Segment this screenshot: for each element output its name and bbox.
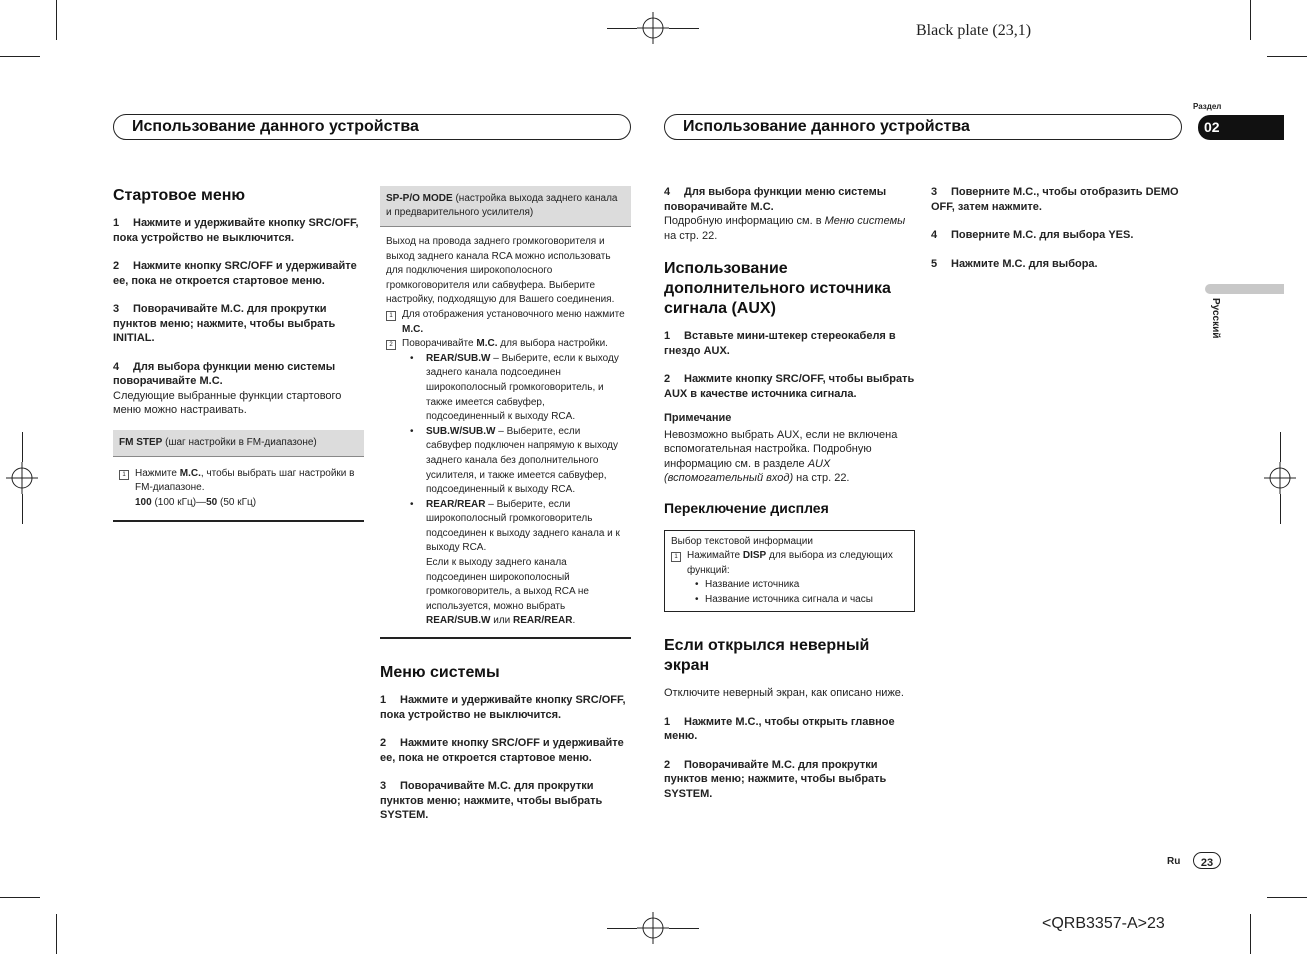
box-rule (380, 637, 631, 639)
step-marker-icon: 1 (386, 311, 396, 321)
crop-mark (1267, 56, 1307, 57)
bullet-item: • SUB.W/SUB.W – Выберите, если сабвуфер подключен напрямую к выходу заднего канала без дополнительного усилителя, и также имеется сабвуфер, подсоединенный к выходу RCA. (386, 425, 625, 498)
box-body: Выход на провода заднего громкоговорителя и выход заднего канала RCA можно использовать для подключения широкополосного громкоговорителя или сабвуфера. Выберите настройку, подходящую для Вашего соединения. 1 Для отображения установочного меню нажмите M.C. 2 Поворачивайте M.C. для выбора настройки. • REAR/SUB.W – Выберите, если к выходу заднего канала подсоединен широкополосный громкоговоритель, и также имеется сабвуфер, подсоединенный к выходу RCA. • SUB.W/SUB.W – Выберите, если сабвуфер подключен напрямую к выходу заднего канала без дополнительного усилителя, и также имеется сабвуфер, подсоединенный к выходу RCA. • REAR/REAR – Выберите, если широкополосный громкоговоритель подсоединен к выходу заднего канала и к выходу RCA. Если к выходу заднего канала подсоединен широкополосный громкоговоритель, а выход RCA не используется, можно выбрать REAR/SUB.W или REAR/REAR. (380, 227, 631, 635)
column-3 (664, 185, 915, 815)
page-number-badge (1193, 852, 1221, 869)
document-code: <QRB3357-A>23 (1042, 915, 1165, 932)
registration-mark-top (637, 12, 669, 44)
language-side-label: Русский (1210, 298, 1221, 339)
body-text: Следующие выбранные функции стартового меню можно настраивать. (113, 389, 342, 416)
display-box: Выбор текстовой информации 1 Нажимайте DISP для выбора из следующих функций: • Название источника • Название источника сигнала и часы (664, 530, 915, 613)
reg-line (669, 28, 699, 29)
step: 3 Поворачивайте M.C. для прокрутки пунктов меню; нажмите, чтобы выбрать SYSTEM. (380, 780, 603, 822)
box-rule (113, 520, 364, 522)
step: 1 Вставьте мини-штекер стереокабеля в гнездо AUX. (664, 330, 896, 357)
step: 2 Нажмите кнопку SRC/OFF, чтобы выбрать AUX в качестве источника сигнала. (664, 373, 915, 400)
page-number: 23 (1200, 857, 1214, 869)
step: 1 Нажмите и удерживайте кнопку SRC/OFF, пока устройство не выключится. (113, 217, 359, 244)
bullet-item: • Название источника сигнала и часы (671, 593, 908, 608)
body-text: Отключите неверный экран, как описано ниже. (664, 687, 904, 700)
reg-line (669, 928, 699, 929)
crop-mark (56, 914, 57, 954)
step: 4 Для выбора функции меню системы поворачивайте M.C. (113, 360, 336, 387)
section-number-badge (1198, 115, 1284, 140)
box-title: FM STEP (шаг настройки в FM-диапазоне) (113, 430, 364, 457)
header-right: Использование данного устройства (664, 114, 1182, 140)
section-title-system-menu: Меню системы (380, 664, 500, 682)
step: 2 Нажмите кнопку SRC/OFF и удерживайте ее, пока не откроется стартовое меню. (113, 260, 357, 287)
column-2 (380, 186, 631, 837)
crop-mark (56, 0, 57, 40)
step: 2 Поворачивайте M.C. для прокрутки пунктов меню; нажмите, чтобы выбрать SYSTEM. (664, 758, 887, 800)
registration-mark-bottom (637, 912, 669, 944)
step: 1 Нажмите и удерживайте кнопку SRC/OFF, пока устройство не выключится. (380, 694, 626, 721)
step: 1 Нажмите M.C., чтобы открыть главное меню. (664, 715, 895, 743)
crop-mark (0, 56, 40, 57)
step: 2 Нажмите кнопку SRC/OFF и удерживайте ее, пока не откроется стартовое меню. (380, 737, 624, 764)
section-title-wrong-screen: Если открылся неверный экран (664, 637, 870, 675)
box-title: SP-P/O MODE (настройка выхода заднего канала и предварительного усилителя) (380, 186, 631, 227)
crop-mark (1250, 0, 1251, 40)
step: 4 Поверните M.C. для выбора YES. (931, 229, 1134, 241)
step-marker-icon: 2 (386, 340, 396, 350)
reg-line (607, 28, 637, 29)
step: 3 Поворачивайте M.C. для прокрутки пунктов меню; нажмите, чтобы выбрать INITIAL. (113, 303, 336, 344)
body-text: Подробную информацию см. в Меню системы на стр. 22. (664, 215, 906, 242)
section-title-start-menu: Стартовое меню (113, 187, 246, 204)
step-marker-icon: 1 (671, 552, 681, 562)
section-title-display: Переключение дисплея (664, 499, 829, 516)
registration-mark-right (1264, 462, 1296, 494)
bullet-item: • REAR/SUB.W – Выберите, если к выходу заднего канала подсоединен широкополосный громкоговоритель, и также имеется сабвуфер, подсоединенный к выходу RCA. (386, 352, 625, 425)
fm-step-box (113, 430, 364, 523)
header-left: Использование данного устройства (113, 114, 631, 140)
section-label: Раздел (1193, 102, 1222, 111)
section-number: 02 (1204, 119, 1220, 135)
reg-line (607, 928, 637, 929)
reg-line (22, 494, 23, 524)
crop-mark (1250, 914, 1251, 954)
reg-line (1280, 494, 1281, 524)
language-side-tab (1205, 284, 1284, 294)
column-4 (931, 185, 1182, 285)
bullet-item: • Название источника (671, 578, 908, 593)
crop-mark (0, 897, 40, 898)
step: 3 Поверните M.C., чтобы отобразить DEMO OFF, затем нажмите. (931, 186, 1179, 213)
crop-mark (1267, 897, 1307, 898)
bullet-item: • REAR/REAR – Выберите, если широкополосный громкоговоритель подсоединен к выходу заднего канала и к выходу RCA. Если к выходу заднего канала подсоединен широкополосный громкоговоритель, а выход RCA не используется, можно выбрать REAR/SUB.W или REAR/REAR. (386, 498, 625, 629)
column-1 (113, 186, 364, 522)
step-marker-icon: 1 (119, 470, 129, 480)
step: 4 Для выбора функции меню системы поворачивайте M.C. (664, 186, 887, 213)
reg-line (22, 432, 23, 462)
note-title: Примечание (664, 412, 732, 424)
reg-line (1280, 432, 1281, 462)
box-body: 1 Нажмите M.C., чтобы выбрать шаг настройки в FM-диапазоне. 100 (100 кГц)—50 (50 кГц) (113, 457, 364, 517)
sp-po-mode-box (380, 186, 631, 639)
plate-label: Black plate (23,1) (916, 22, 1032, 39)
step: 5 Нажмите M.C. для выбора. (931, 257, 1098, 270)
section-title-aux: Использование дополнительного источника сигнала (AUX) (664, 260, 891, 317)
registration-mark-left (6, 462, 38, 494)
note-body: Невозможно выбрать AUX, если не включена вспомогательная настройка. Подробную информацию см. в разделе AUX (вспомогательный вход) на стр. 22. (664, 428, 898, 484)
footer-lang: Ru (1167, 856, 1181, 867)
